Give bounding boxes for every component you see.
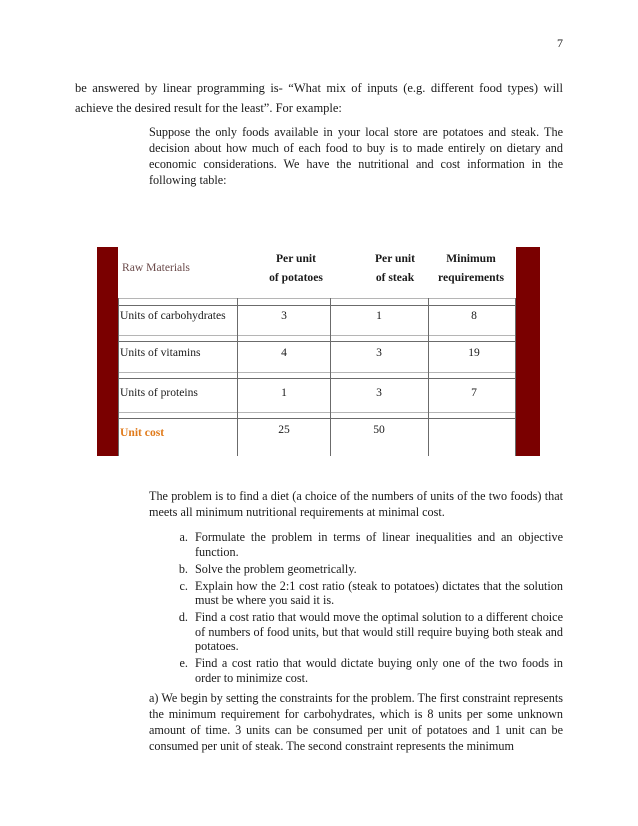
row-label-unit-cost: Unit cost xyxy=(120,426,165,439)
cell-unit-cost-potatoes: 25 xyxy=(278,423,290,436)
cell-unit-cost-steak: 50 xyxy=(373,423,385,436)
table-rule xyxy=(118,372,516,373)
task-list xyxy=(149,530,563,688)
example-paragraph: Suppose the only foods available in your local store are potatoes and steak. The decision about how much of each food to buy is to made entirely on dietary and economic considerations. We have the nutritional and cost information in the following table: xyxy=(149,125,563,187)
task-item: c. Explain how the 2:1 cost ratio (steak to potatoes) dictates that the solution must be where you said it is. xyxy=(191,579,563,608)
nutrition-table xyxy=(97,247,540,456)
task-item: e. Find a cost ratio that would dictate buying only one of the two foods in order to minimize cost. xyxy=(191,656,563,685)
table-rule xyxy=(118,418,516,419)
task-item: d. Find a cost ratio that would move the optimal solution to a different choice of numbers of food units, but that would still require buying both steak and potatoes. xyxy=(191,610,563,654)
cell-vitamins-potatoes: 4 xyxy=(281,346,287,359)
task-item: b. Solve the problem geometrically. xyxy=(191,562,563,577)
row-label-proteins: Units of proteins xyxy=(120,386,198,399)
cell-proteins-steak: 3 xyxy=(376,386,382,399)
cell-carbohydrates-steak: 1 xyxy=(376,309,382,322)
table-rule xyxy=(118,412,516,413)
page-number: 7 xyxy=(557,36,563,50)
cell-carbohydrates-potatoes: 3 xyxy=(281,309,287,322)
header-raw-materials: Raw Materials xyxy=(122,261,190,274)
table-rule xyxy=(428,298,429,456)
nutrition-table-body xyxy=(118,247,516,456)
table-rule xyxy=(330,298,331,456)
table-rule xyxy=(118,298,119,456)
table-rule xyxy=(118,341,516,342)
problem-paragraph: The problem is to find a diet (a choice of the numbers of units of the two foods) that meets all minimum nutritional requirements at minimal cost. xyxy=(149,489,563,519)
intro-paragraph: be answered by linear programming is- “What mix of inputs (e.g. different food types) will achieve the desired result for the least”. For example: xyxy=(75,81,563,115)
table-rule xyxy=(118,305,516,306)
table-rule xyxy=(118,378,516,379)
table-rule xyxy=(515,298,516,456)
cell-proteins-potatoes: 1 xyxy=(281,386,287,399)
header-minimum: Minimum requirements xyxy=(438,252,504,284)
table-rule xyxy=(118,335,516,336)
cell-carbohydrates-minimum: 8 xyxy=(471,309,477,322)
cell-proteins-minimum: 7 xyxy=(471,386,477,399)
task-item: a. Formulate the problem in terms of linear inequalities and an objective function. xyxy=(191,530,563,559)
header-steak: Per unit of steak xyxy=(374,252,416,284)
row-label-carbohydrates: Units of carbohydrates xyxy=(120,309,226,322)
header-potatoes: Per unit of potatoes xyxy=(269,252,323,284)
table-rule xyxy=(237,298,238,456)
row-label-vitamins: Units of vitamins xyxy=(120,346,201,359)
cell-vitamins-steak: 3 xyxy=(376,346,382,359)
table-rule xyxy=(118,298,516,299)
cell-vitamins-minimum: 19 xyxy=(468,346,480,359)
answer-paragraph: a) We begin by setting the constraints for the problem. The first constraint represents the minimum requirement for carbohydrates, which is 8 units per some unknown amount of time. 3 units can be consumed per unit of potatoes and 1 unit can be consumed per unit of steak. The second constraint represents the minimum xyxy=(149,691,563,753)
